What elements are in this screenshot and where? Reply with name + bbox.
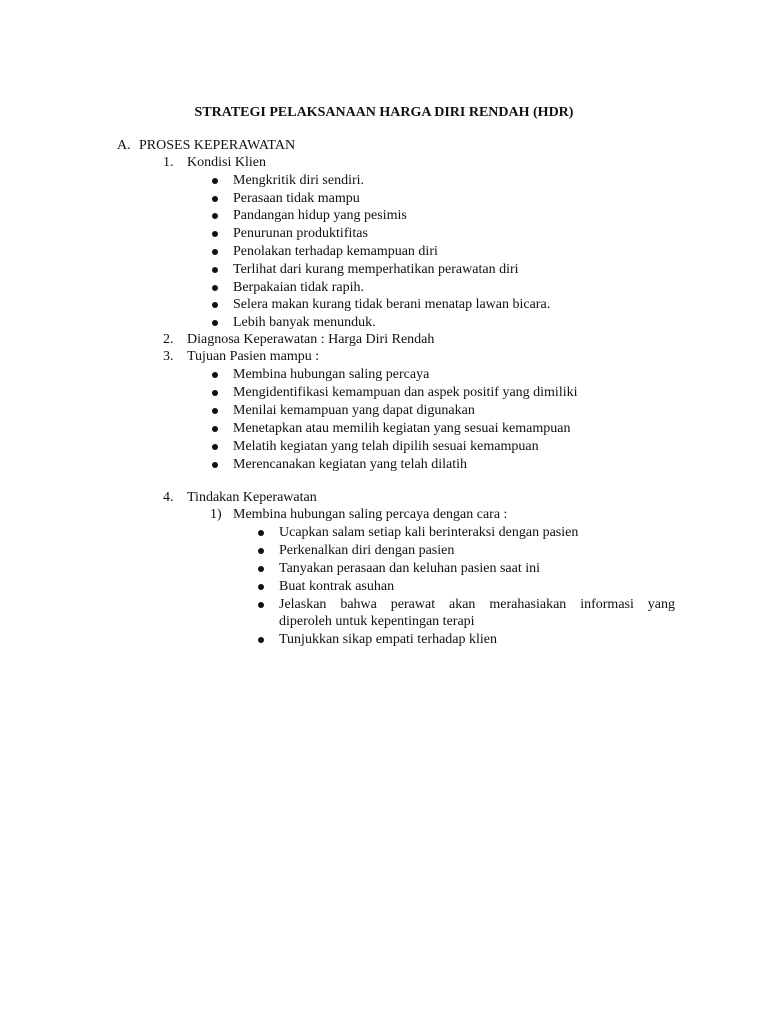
bullet-icon [212, 462, 218, 468]
section-a-heading: PROSES KEPERAWATAN [139, 138, 296, 153]
bullet-icon [212, 444, 218, 450]
list-item: Perasaan tidak mampu [233, 191, 360, 206]
list-item: Melatih kegiatan yang telah dipilih sesuai kemampuan [233, 439, 539, 454]
list-item: Berpakaian tidak rapih. [233, 280, 365, 295]
list-item: Selera makan kurang tidak berani menatap lawan bicara. [233, 297, 551, 312]
list-item: Tanyakan perasaan dan keluhan pasien saat ini [279, 561, 541, 576]
item-1-marker: 1. [163, 155, 174, 170]
bullet-icon [212, 320, 218, 326]
list-item: Penolakan terhadap kemampuan diri [233, 244, 438, 259]
list-item: Ucapkan salam setiap kali berinteraksi dengan pasien [279, 525, 579, 540]
list-item: Tunjukkan sikap empati terhadap klien [279, 632, 497, 647]
bullet-icon [212, 267, 218, 273]
bullet-icon [212, 285, 218, 291]
item-4-marker: 4. [163, 490, 174, 505]
bullet-icon [212, 249, 218, 255]
bullet-icon [212, 178, 218, 184]
list-item: Menilai kemampuan yang dapat digunakan [233, 403, 475, 418]
bullet-icon [258, 530, 264, 536]
item-3-heading: Tujuan Pasien mampu : [187, 349, 320, 364]
bullet-icon [258, 566, 264, 572]
item-1-heading: Kondisi Klien [187, 155, 266, 170]
list-item: Terlihat dari kurang memperhatikan perawatan diri [233, 262, 519, 277]
list-item: Membina hubungan saling percaya [233, 367, 430, 382]
list-item: Pandangan hidup yang pesimis [233, 208, 407, 223]
item-4-heading: Tindakan Keperawatan [187, 490, 317, 505]
sub-item-1-heading: Membina hubungan saling percaya dengan cara : [233, 507, 508, 522]
item-2-marker: 2. [163, 332, 174, 347]
bullet-icon [212, 372, 218, 378]
list-item: Penurunan produktifitas [233, 226, 368, 241]
section-a-marker: A. [117, 138, 131, 153]
bullet-icon [258, 602, 264, 608]
list-item-continuation: diperoleh untuk kepentingan terapi [279, 614, 475, 629]
bullet-icon [212, 302, 218, 308]
bullet-icon [212, 231, 218, 237]
list-item: Lebih banyak menunduk. [233, 315, 376, 330]
list-item: Jelaskan bahwa perawat akan merahasiakan informasi yang [279, 597, 675, 612]
bullet-icon [212, 408, 218, 414]
bullet-icon [258, 637, 264, 643]
list-item: Merencanakan kegiatan yang telah dilatih [233, 457, 468, 472]
bullet-icon [212, 390, 218, 396]
bullet-icon [212, 426, 218, 432]
list-item: Mengkritik diri sendiri. [233, 173, 365, 188]
list-item: Perkenalkan diri dengan pasien [279, 543, 455, 558]
item-2-heading: Diagnosa Keperawatan : Harga Diri Rendah [187, 332, 435, 347]
bullet-icon [212, 196, 218, 202]
item-3-marker: 3. [163, 349, 174, 364]
bullet-icon [258, 584, 264, 590]
bullet-icon [258, 548, 264, 554]
bullet-icon [212, 213, 218, 219]
list-item: Menetapkan atau memilih kegiatan yang sesuai kemampuan [233, 421, 571, 436]
list-item: Mengidentifikasi kemampuan dan aspek positif yang dimiliki [233, 385, 578, 400]
document-title: STRATEGI PELAKSANAAN HARGA DIRI RENDAH (HDR) [194, 105, 574, 120]
sub-item-1-marker: 1) [210, 507, 222, 522]
list-item: Buat kontrak asuhan [279, 579, 395, 594]
